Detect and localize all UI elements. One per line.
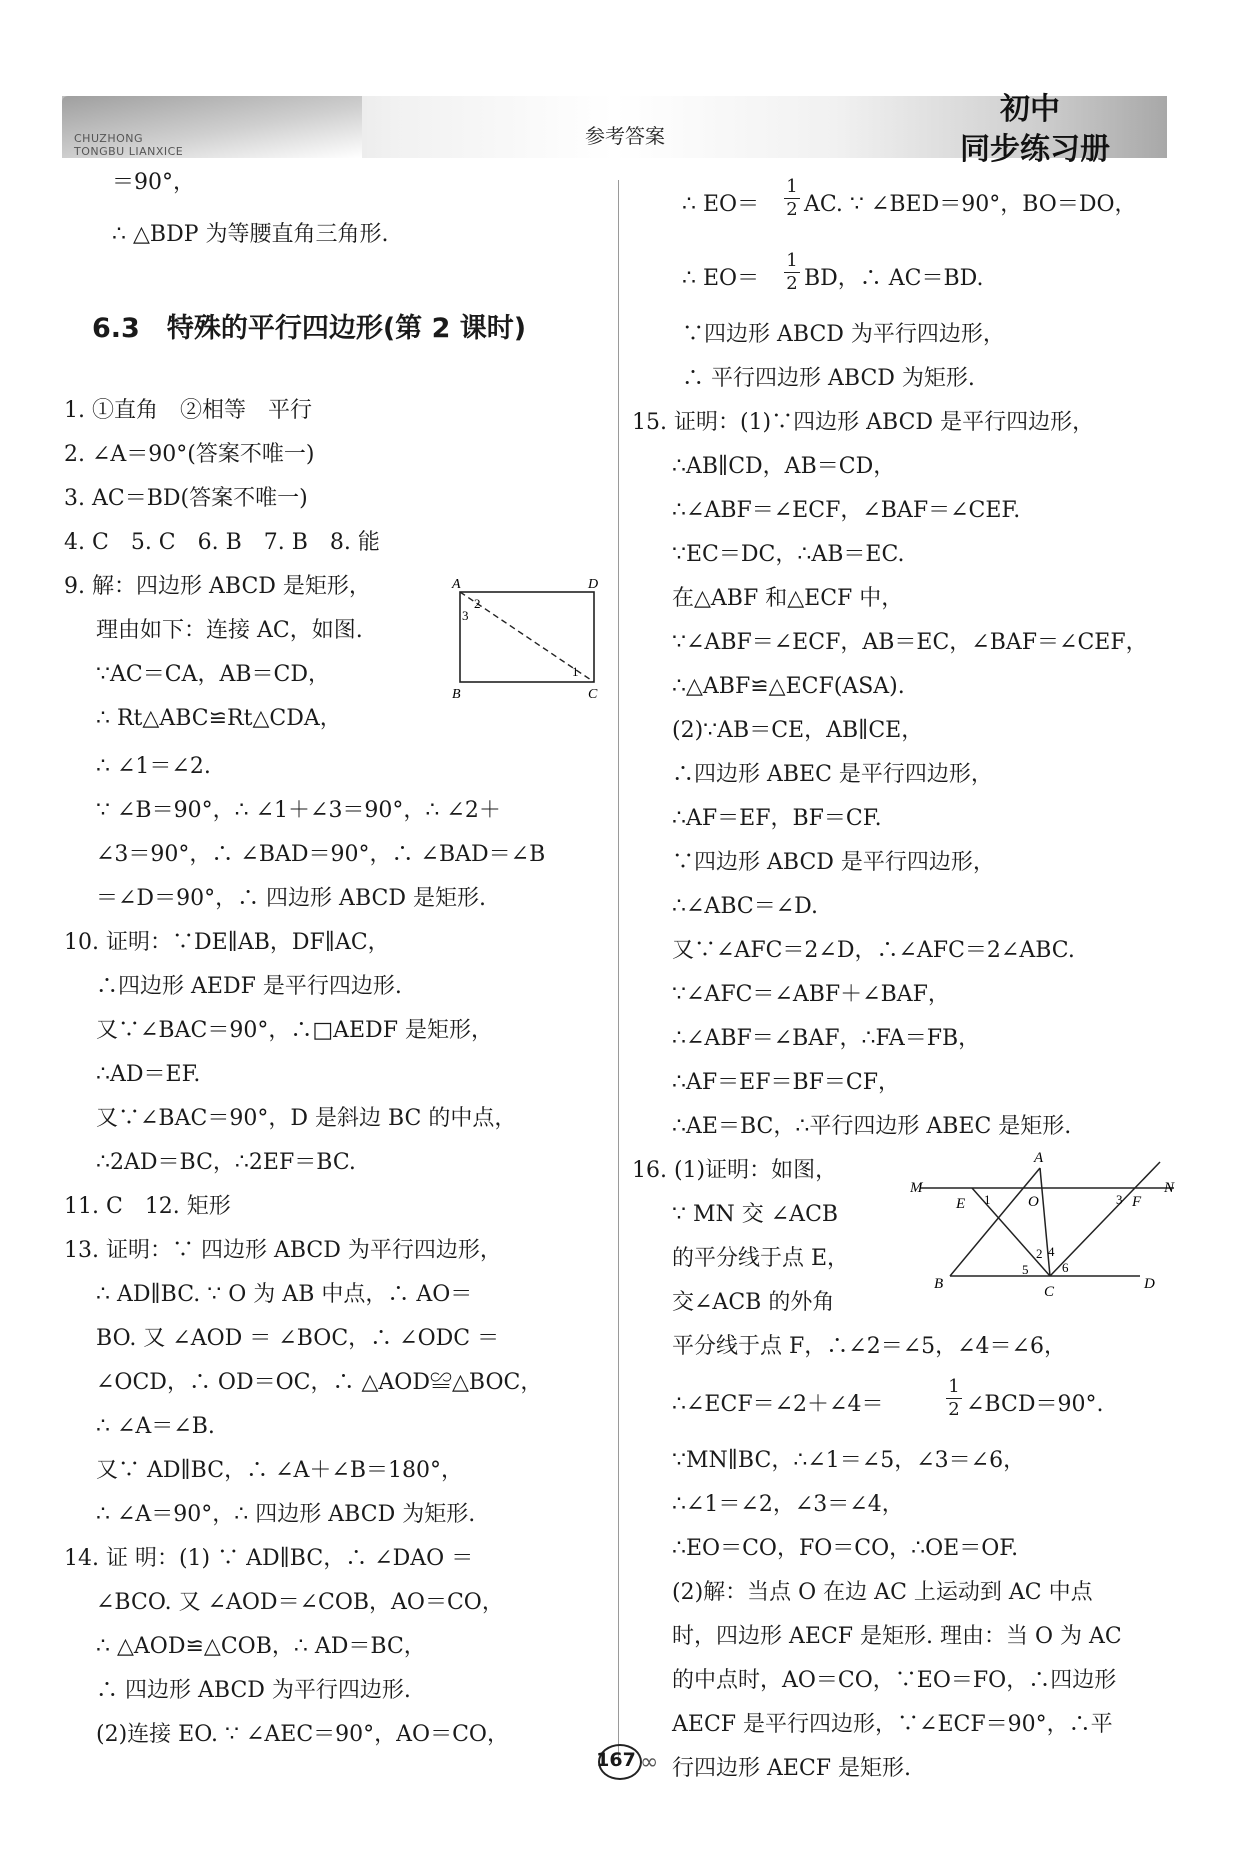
angle-label-4: 4	[1048, 1244, 1055, 1259]
angle-label-1: 1	[572, 664, 579, 679]
answer-line: 的中点时，AO＝CO，∵EO＝FO，∴四边形	[672, 1668, 1117, 1693]
brand-pinyin: CHUZHONG TONGBU LIANXICE	[74, 132, 184, 158]
label-C: C	[1044, 1284, 1055, 1298]
angle-label-5: 5	[1022, 1262, 1029, 1277]
answer-line: ∴∠ABC＝∠D.	[672, 894, 819, 919]
answer-line: ＝∠D＝90°，∴ 四边形 ABCD 是矩形.	[96, 886, 486, 911]
answer-line: ∴EO＝CO，FO＝CO，∴OE＝OF.	[672, 1536, 1019, 1561]
answer-line: ∵四边形 ABCD 是平行四边形，	[672, 850, 995, 875]
answer-line: ∠BCD＝90°.	[966, 1392, 1104, 1417]
angle-label-2: 2	[1036, 1246, 1043, 1261]
answer-line: 16. (1)证明：如图，	[632, 1158, 838, 1183]
left-column	[64, 168, 604, 1758]
answer-line: ∴ △AOD≌△COB，∴ AD＝BC，	[96, 1634, 426, 1659]
label-M: M	[910, 1180, 923, 1196]
answer-line: (2)∵AB＝CE，AB∥CE，	[672, 718, 924, 743]
answer-line: 又∵∠BAC＝90°，∴□AEDF 是矩形，	[96, 1018, 493, 1043]
answer-line: 交∠ACB 的外角	[672, 1290, 835, 1315]
answer-line: ∴ 平行四边形 ABCD 为矩形.	[682, 366, 975, 391]
answer-line: (2)解：当点 O 在边 AC 上运动到 AC 中点	[672, 1580, 1093, 1605]
answer-line: ∴ ∠1＝∠2.	[96, 754, 211, 779]
answer-line: 15. 证明：(1)∵四边形 ABCD 是平行四边形，	[632, 410, 1095, 435]
page-number: 167 ∞	[594, 1740, 654, 1780]
answer-line: 13. 证明：∵ 四边形 ABCD 为平行四边形，	[64, 1238, 502, 1263]
answer-line: ∴ EO＝	[682, 192, 760, 217]
text-line: ＝90°，	[112, 170, 195, 195]
answer-line: ∴ ∠A＝90°，∴ 四边形 ABCD 为矩形.	[96, 1502, 476, 1527]
answer-line: ∵∠AFC＝∠ABF＋∠BAF，	[672, 982, 950, 1007]
answer-line: ∵AC＝CA，AB＝CD，	[96, 662, 330, 687]
answer-line: ∴AE＝BC，∴平行四边形 ABEC 是矩形.	[672, 1114, 1072, 1139]
answer-line: 4. C 5. C 6. B 7. B 8. 能	[64, 530, 380, 555]
angle-label-1: 1	[984, 1192, 991, 1207]
answer-line: ∴∠1＝∠2，∠3＝∠4，	[672, 1492, 904, 1517]
header-title: 参考答案	[585, 124, 665, 148]
answer-line: ∵MN∥BC，∴∠1＝∠5，∠3＝∠6，	[672, 1448, 1026, 1473]
label-E: E	[956, 1196, 966, 1212]
series-logo: 初中 同步练习册	[960, 92, 1110, 167]
answer-line: 9. 解：四边形 ABCD 是矩形，	[64, 574, 371, 599]
answer-line: ∵EC＝DC，∴AB＝EC.	[672, 542, 905, 567]
fraction-one-half: 1 2	[946, 1376, 962, 1421]
answer-line: ∵∠ABF＝∠ECF，AB＝EC，∠BAF＝∠CEF，	[672, 630, 1148, 655]
answer-line: ∴2AD＝BC，∴2EF＝BC.	[96, 1150, 356, 1175]
right-column	[632, 168, 1192, 1781]
answer-line: ∴AF＝EF＝BF＝CF，	[672, 1070, 901, 1095]
answer-line: ∴AF＝EF，BF＝CF.	[672, 806, 882, 831]
answer-line: (2)连接 EO. ∵ ∠AEC＝90°，AO＝CO，	[96, 1722, 509, 1747]
answer-line: 行四边形 AECF 是矩形.	[672, 1756, 912, 1781]
answer-line: ∴四边形 ABEC 是平行四边形，	[672, 762, 993, 787]
answer-line: AECF 是平行四边形，∵∠ECF＝90°，∴平	[672, 1712, 1113, 1737]
answer-line: ∴四边形 AEDF 是平行四边形.	[96, 974, 402, 999]
answer-line: ∴△ABF≌△ECF(ASA).	[672, 674, 905, 699]
figure-problem-16	[910, 1148, 1180, 1298]
angle-label-3: 3	[1116, 1192, 1123, 1207]
answer-line: 的平分线于点 E，	[672, 1246, 850, 1271]
answer-line: 又∵∠AFC＝2∠D，∴∠AFC＝2∠ABC.	[672, 938, 1075, 963]
answer-line: 又∵ AD∥BC，∴ ∠A＋∠B＝180°，	[96, 1458, 463, 1483]
answer-line: ∴∠ECF＝∠2＋∠4＝	[672, 1392, 884, 1417]
label-F: F	[1132, 1194, 1142, 1210]
answer-line: ∴AB∥CD，AB＝CD，	[672, 454, 896, 479]
label-D: D	[588, 577, 599, 592]
answer-line: ∴ Rt△ABC≌Rt△CDA，	[96, 706, 342, 731]
answer-line: ∴∠ABF＝∠ECF，∠BAF＝∠CEF.	[672, 498, 1021, 523]
answer-line: ∴ AD∥BC. ∵ O 为 AB 中点，∴ AO＝	[96, 1282, 473, 1307]
answer-line: ∴∠ABF＝∠BAF，∴FA＝FB，	[672, 1026, 981, 1051]
answer-line: 11. C 12. 矩形	[64, 1194, 231, 1219]
answer-line: AC. ∵ ∠BED＝90°，BO＝DO，	[804, 192, 1137, 217]
answer-line: ∠OCD，∴ OD＝OC，∴ △AOD≌△BOC，	[96, 1370, 543, 1395]
label-B: B	[934, 1276, 944, 1292]
fraction-one-half: 1 2	[784, 176, 800, 221]
label-A: A	[1034, 1150, 1044, 1166]
label-A: A	[452, 577, 461, 592]
answer-line: BO. 又 ∠AOD ＝ ∠BOC，∴ ∠ODC ＝	[96, 1326, 500, 1351]
answer-line: ∠BCO. 又 ∠AOD＝∠COB，AO＝CO，	[96, 1590, 504, 1615]
page-header	[0, 0, 1250, 170]
text-line: ∴ △BDP 为等腰直角三角形.	[112, 222, 389, 247]
answer-line: ∵四边形 ABCD 为平行四边形，	[682, 322, 1005, 347]
answer-line: 理由如下：连接 AC，如图.	[96, 618, 363, 643]
answer-line: 时，四边形 AECF 是矩形. 理由：当 O 为 AC	[672, 1624, 1122, 1649]
angle-label-6: 6	[1062, 1260, 1069, 1275]
answer-line: 又∵∠BAC＝90°，D 是斜边 BC 的中点，	[96, 1106, 517, 1131]
label-B: B	[452, 687, 461, 700]
answer-line: 1. ①直角 ②相等 平行	[64, 398, 312, 423]
answer-line: 在△ABF 和△ECF 中，	[672, 586, 904, 611]
fraction-one-half: 1 2	[784, 250, 800, 295]
answer-line: 平分线于点 F，∴∠2＝∠5，∠4＝∠6，	[672, 1334, 1066, 1359]
column-divider	[618, 180, 619, 1760]
label-D: D	[1144, 1276, 1155, 1292]
answer-line: 3. AC＝BD(答案不唯一)	[64, 486, 308, 511]
angle-label-3: 3	[462, 608, 469, 623]
angle-label-2: 2	[474, 596, 481, 611]
answer-line: 2. ∠A＝90°(答案不唯一)	[64, 442, 315, 467]
answer-line: ∠3＝90°，∴ ∠BAD＝90°，∴ ∠BAD＝∠B	[96, 842, 546, 867]
answer-line: ∴ ∠A＝∠B.	[96, 1414, 215, 1439]
label-C: C	[588, 687, 598, 700]
answer-line: ∴AD＝EF.	[96, 1062, 201, 1087]
page-number-ornament: ∞	[640, 1750, 659, 1775]
answer-line: 14. 证 明：(1) ∵ AD∥BC，∴ ∠DAO ＝	[64, 1546, 474, 1571]
answer-line: 10. 证明：∵DE∥AB，DF∥AC，	[64, 930, 390, 955]
answer-line: ∵ ∠B＝90°，∴ ∠1＋∠3＝90°，∴ ∠2＋	[96, 798, 501, 823]
label-O: O	[1028, 1194, 1039, 1210]
answer-line: ∴ 四边形 ABCD 为平行四边形.	[96, 1678, 411, 1703]
answer-line: ∴ EO＝	[682, 266, 760, 291]
section-title: 6.3 特殊的平行四边形(第 2 课时)	[92, 313, 527, 344]
label-N: N	[1164, 1180, 1175, 1196]
answer-line: ∵ MN 交 ∠ACB	[672, 1202, 839, 1227]
answer-line: BD，∴ AC＝BD.	[804, 266, 984, 291]
figure-rectangle-abcd	[450, 576, 600, 700]
